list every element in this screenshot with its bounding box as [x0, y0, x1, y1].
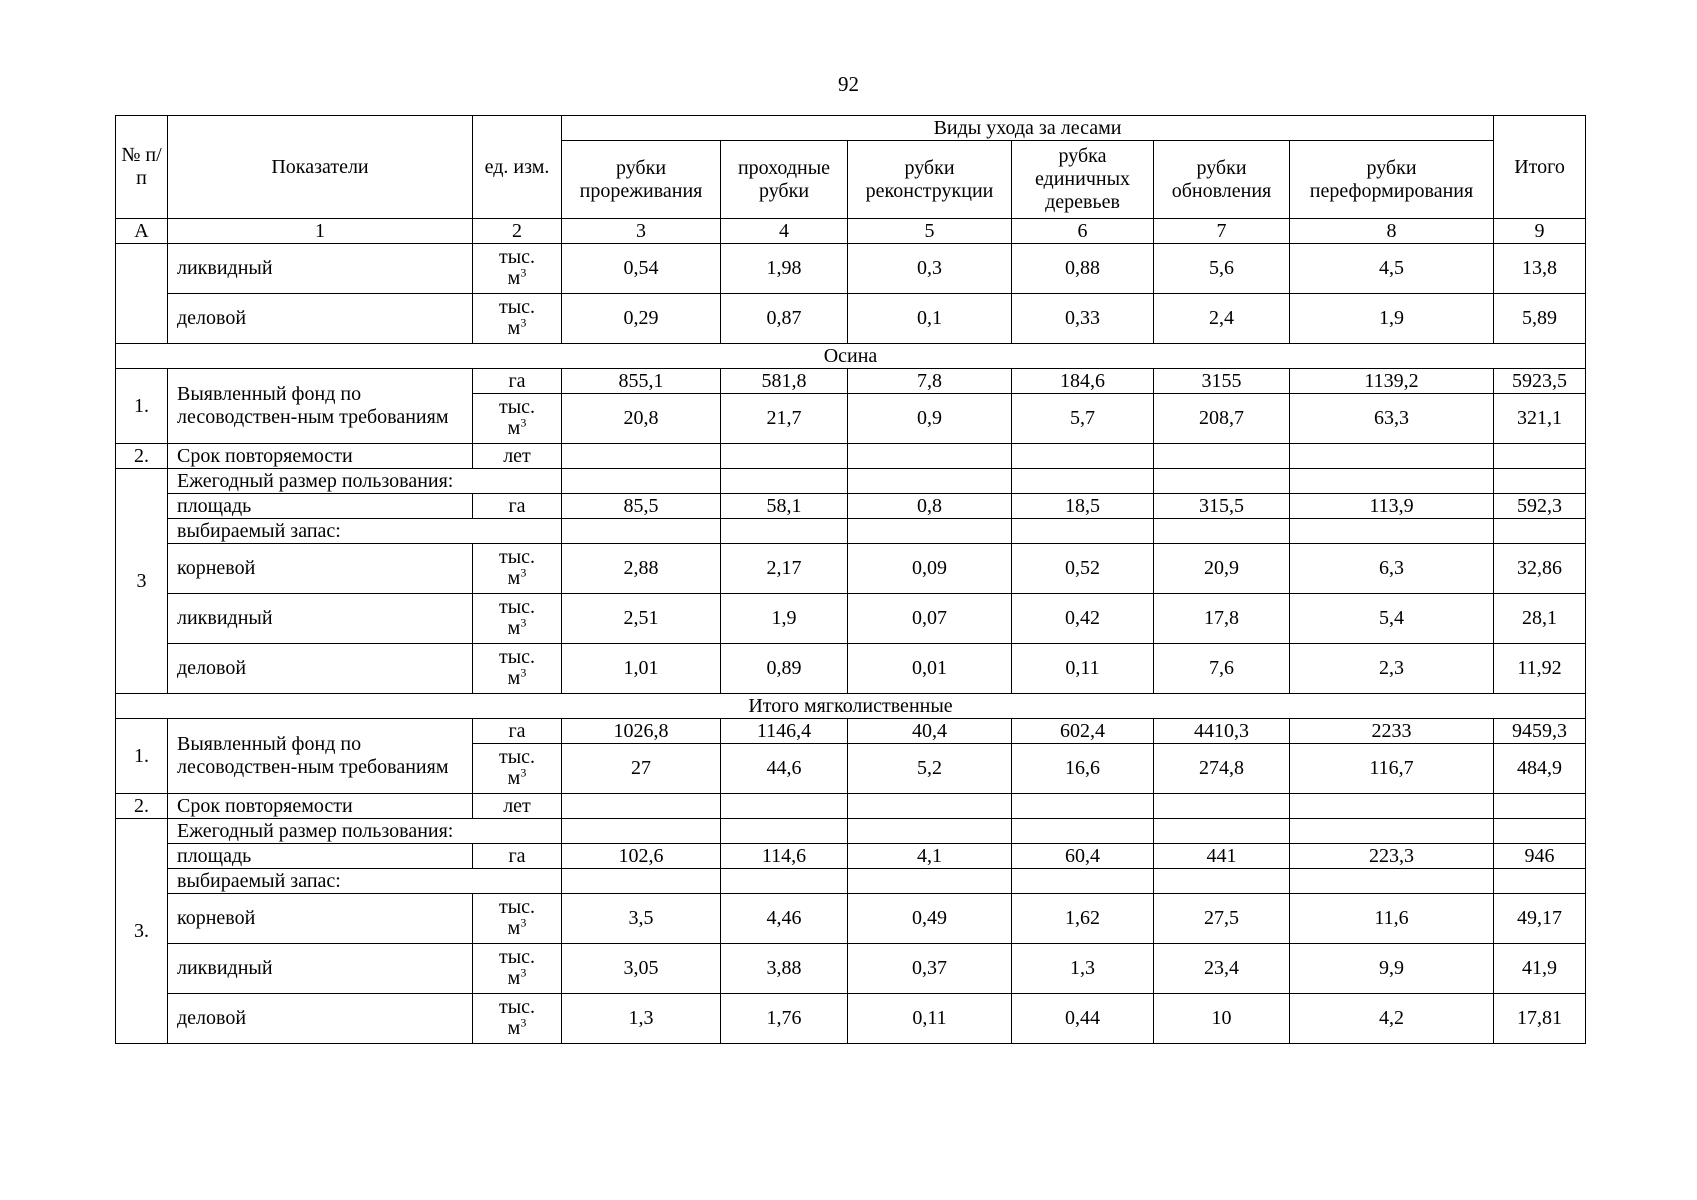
value-cell: 1146,4: [721, 719, 848, 744]
empty-cell: [1494, 469, 1586, 494]
indicator-cell: деловой: [168, 994, 473, 1044]
unit-thousand: тыс.: [498, 896, 536, 918]
table-row: [116, 544, 1586, 594]
empty-cell: [1154, 794, 1290, 819]
value-cell: 44,6: [721, 744, 848, 794]
value-cell: 315,5: [1154, 494, 1290, 519]
value-cell: 58,1: [721, 494, 848, 519]
value-cell: 1,3: [562, 994, 721, 1044]
empty-cell: [1494, 869, 1586, 894]
value-cell: 1,9: [721, 594, 848, 644]
value-cell: 1,9: [1290, 294, 1494, 344]
value-cell: 602,4: [1012, 719, 1154, 744]
value-cell: 0,37: [848, 944, 1012, 994]
value-cell: 0,54: [562, 244, 721, 294]
header-indicators: Показатели: [168, 116, 473, 219]
value-cell: 4410,3: [1154, 719, 1290, 744]
empty-cell: [721, 444, 848, 469]
value-cell: 3,05: [562, 944, 721, 994]
index-cell: 7: [1154, 219, 1290, 244]
indicator-cell: площадь: [168, 844, 473, 869]
empty-cell: [721, 519, 848, 544]
value-cell: 3,88: [721, 944, 848, 994]
empty-cell: [1494, 519, 1586, 544]
indicator-cell: Срок повторяемости: [168, 794, 473, 819]
value-cell: 592,3: [1494, 494, 1586, 519]
unit-cubic-m: м: [507, 417, 521, 439]
index-cell: 1: [168, 219, 473, 244]
value-cell: 2,3: [1290, 644, 1494, 694]
value-cell: 0,89: [721, 644, 848, 694]
section-title: Осина: [116, 344, 1586, 369]
table-row: [116, 444, 1586, 469]
table-row: [116, 944, 1586, 994]
unit-cell: га: [473, 369, 562, 394]
value-cell: 10: [1154, 994, 1290, 1044]
value-cell: 32,86: [1494, 544, 1586, 594]
table-row: [116, 719, 1586, 744]
forest-care-table: [115, 115, 1586, 1044]
table-row: [116, 794, 1586, 819]
unit-cubic-m: м: [507, 567, 521, 589]
empty-cell: [1012, 519, 1154, 544]
value-cell: 7,8: [848, 369, 1012, 394]
num-cell: 3.: [116, 819, 168, 1044]
value-cell: 0,88: [1012, 244, 1154, 294]
unit-thousand: тыс.: [498, 296, 536, 318]
value-cell: 114,6: [721, 844, 848, 869]
value-cell: 1139,2: [1290, 369, 1494, 394]
table-row: [116, 819, 1586, 844]
unit-cubic-sup: 3: [520, 415, 527, 430]
value-cell: 20,9: [1154, 544, 1290, 594]
empty-cell: [1012, 869, 1154, 894]
num-cell: 1.: [116, 719, 168, 794]
value-cell: 5,6: [1154, 244, 1290, 294]
table-row: [116, 594, 1586, 644]
index-cell: 9: [1494, 219, 1586, 244]
unit-cell: [473, 744, 562, 794]
header-type-single-trees: рубка единичных деревьев: [1012, 141, 1154, 219]
value-cell: 2,17: [721, 544, 848, 594]
value-cell: 441: [1154, 844, 1290, 869]
unit-cell: [473, 594, 562, 644]
unit-thousand: тыс.: [498, 946, 536, 968]
value-cell: 23,4: [1154, 944, 1290, 994]
value-cell: 40,4: [848, 719, 1012, 744]
empty-cell: [721, 794, 848, 819]
value-cell: 0,49: [848, 894, 1012, 944]
value-cell: 11,6: [1290, 894, 1494, 944]
unit-cubic-sup: 3: [520, 965, 527, 980]
indicator-cell: корневой: [168, 894, 473, 944]
value-cell: 5923,5: [1494, 369, 1586, 394]
value-cell: 0,09: [848, 544, 1012, 594]
value-cell: 27: [562, 744, 721, 794]
unit-cell: лет: [473, 444, 562, 469]
empty-cell: [1290, 819, 1494, 844]
table-row: [116, 494, 1586, 519]
value-cell: 223,3: [1290, 844, 1494, 869]
unit-cubic-m: м: [507, 1017, 521, 1039]
value-cell: 1,76: [721, 994, 848, 1044]
empty-cell: [1012, 469, 1154, 494]
indicator-cell: Выявленный фонд по лесоводствен-ным требованиям: [168, 719, 473, 794]
value-cell: 116,7: [1290, 744, 1494, 794]
value-cell: 5,89: [1494, 294, 1586, 344]
indicator-cell: ликвидный: [168, 244, 473, 294]
value-cell: 0,11: [848, 994, 1012, 1044]
unit-cubic-sup: 3: [520, 765, 527, 780]
value-cell: 0,9: [848, 394, 1012, 444]
empty-cell: [562, 869, 721, 894]
empty-cell: [848, 469, 1012, 494]
value-cell: 0,52: [1012, 544, 1154, 594]
index-cell: 8: [1290, 219, 1494, 244]
header-type-passing: проходные рубки: [721, 141, 848, 219]
value-cell: 13,8: [1494, 244, 1586, 294]
indicator-cell: деловой: [168, 644, 473, 694]
value-cell: 184,6: [1012, 369, 1154, 394]
value-cell: 274,8: [1154, 744, 1290, 794]
table-row: [116, 294, 1586, 344]
empty-cell: [1494, 819, 1586, 844]
indicator-cell: ликвидный: [168, 944, 473, 994]
index-row: [116, 219, 1586, 244]
unit-cubic-m: м: [507, 967, 521, 989]
indicator-cell: выбираемый запас:: [168, 869, 562, 894]
value-cell: 3,5: [562, 894, 721, 944]
unit-thousand: тыс.: [498, 546, 536, 568]
empty-cell: [848, 444, 1012, 469]
value-cell: 20,8: [562, 394, 721, 444]
value-cell: 0,44: [1012, 994, 1154, 1044]
num-cell: 2.: [116, 444, 168, 469]
index-cell: 5: [848, 219, 1012, 244]
unit-thousand: тыс.: [498, 246, 536, 268]
empty-cell: [1154, 444, 1290, 469]
header-type-thinning: рубки прореживания: [562, 141, 721, 219]
num-cell: 1.: [116, 369, 168, 444]
unit-cubic-sup: 3: [520, 915, 527, 930]
table-row: [116, 519, 1586, 544]
empty-cell: [1290, 469, 1494, 494]
empty-cell: [848, 794, 1012, 819]
value-cell: 855,1: [562, 369, 721, 394]
value-cell: 9,9: [1290, 944, 1494, 994]
unit-cell: [473, 644, 562, 694]
index-cell: 3: [562, 219, 721, 244]
unit-cubic-sup: 3: [520, 615, 527, 630]
table-row: [116, 894, 1586, 944]
empty-cell: [562, 444, 721, 469]
value-cell: 17,8: [1154, 594, 1290, 644]
value-cell: 0,29: [562, 294, 721, 344]
unit-cell: [473, 544, 562, 594]
index-cell: 2: [473, 219, 562, 244]
value-cell: 2,88: [562, 544, 721, 594]
unit-cell: га: [473, 844, 562, 869]
unit-cell: [473, 894, 562, 944]
header-total: Итого: [1494, 116, 1586, 219]
header-type-reconstruction: рубки реконструкции: [848, 141, 1012, 219]
empty-cell: [1154, 869, 1290, 894]
empty-cell: [848, 819, 1012, 844]
value-cell: 5,4: [1290, 594, 1494, 644]
unit-cell: га: [473, 719, 562, 744]
value-cell: 0,1: [848, 294, 1012, 344]
index-cell: 6: [1012, 219, 1154, 244]
value-cell: 11,92: [1494, 644, 1586, 694]
index-cell: А: [116, 219, 168, 244]
indicator-cell: площадь: [168, 494, 473, 519]
unit-cell: [473, 994, 562, 1044]
empty-cell: [721, 869, 848, 894]
value-cell: 1026,8: [562, 719, 721, 744]
empty-cell: [562, 519, 721, 544]
value-cell: 1,98: [721, 244, 848, 294]
value-cell: 5,2: [848, 744, 1012, 794]
value-cell: 0,87: [721, 294, 848, 344]
empty-cell: [1290, 444, 1494, 469]
value-cell: 208,7: [1154, 394, 1290, 444]
unit-thousand: тыс.: [498, 396, 536, 418]
section-title-row: [116, 694, 1586, 719]
value-cell: 21,7: [721, 394, 848, 444]
value-cell: 4,2: [1290, 994, 1494, 1044]
table-row: [116, 244, 1586, 294]
value-cell: 2,4: [1154, 294, 1290, 344]
unit-cell: [473, 944, 562, 994]
header-care-types-group: Виды ухода за лесами: [562, 116, 1494, 141]
value-cell: 85,5: [562, 494, 721, 519]
unit-cell: га: [473, 494, 562, 519]
table-row: [116, 994, 1586, 1044]
value-cell: 2233: [1290, 719, 1494, 744]
empty-cell: [1012, 819, 1154, 844]
value-cell: 0,11: [1012, 644, 1154, 694]
unit-cell: лет: [473, 794, 562, 819]
num-cell: 3: [116, 469, 168, 694]
table-row: [116, 869, 1586, 894]
unit-cubic-m: м: [507, 267, 521, 289]
unit-thousand: тыс.: [498, 746, 536, 768]
empty-cell: [1290, 869, 1494, 894]
value-cell: 2,51: [562, 594, 721, 644]
unit-thousand: тыс.: [498, 996, 536, 1018]
value-cell: 28,1: [1494, 594, 1586, 644]
num-cell: [116, 244, 168, 344]
index-cell: 4: [721, 219, 848, 244]
value-cell: 1,01: [562, 644, 721, 694]
unit-cubic-sup: 3: [520, 315, 527, 330]
value-cell: 1,62: [1012, 894, 1154, 944]
value-cell: 60,4: [1012, 844, 1154, 869]
indicator-cell: ликвидный: [168, 594, 473, 644]
unit-cubic-m: м: [507, 917, 521, 939]
indicator-cell: Ежегодный размер пользования:: [168, 819, 562, 844]
empty-cell: [1154, 519, 1290, 544]
unit-cubic-m: м: [507, 667, 521, 689]
empty-cell: [1290, 794, 1494, 819]
value-cell: 6,3: [1290, 544, 1494, 594]
page-number: 92: [838, 72, 859, 96]
indicator-cell: корневой: [168, 544, 473, 594]
value-cell: 5,7: [1012, 394, 1154, 444]
indicator-cell: деловой: [168, 294, 473, 344]
value-cell: 7,6: [1154, 644, 1290, 694]
unit-thousand: тыс.: [498, 596, 536, 618]
indicator-cell: выбираемый запас:: [168, 519, 562, 544]
header-type-renewal: рубки обновления: [1154, 141, 1290, 219]
unit-cubic-sup: 3: [520, 265, 527, 280]
num-cell: 2.: [116, 794, 168, 819]
table-row: [116, 369, 1586, 394]
empty-cell: [1012, 794, 1154, 819]
empty-cell: [1290, 519, 1494, 544]
header-num: № п/п: [116, 116, 168, 219]
empty-cell: [1494, 444, 1586, 469]
table-row: [116, 469, 1586, 494]
value-cell: 0,01: [848, 644, 1012, 694]
value-cell: 102,6: [562, 844, 721, 869]
value-cell: 321,1: [1494, 394, 1586, 444]
header-type-reformation: рубки переформирования: [1290, 141, 1494, 219]
empty-cell: [848, 869, 1012, 894]
empty-cell: [721, 469, 848, 494]
empty-cell: [1154, 819, 1290, 844]
unit-cell: [473, 394, 562, 444]
value-cell: 946: [1494, 844, 1586, 869]
value-cell: 113,9: [1290, 494, 1494, 519]
indicator-cell: Выявленный фонд по лесоводствен-ным требованиям: [168, 369, 473, 444]
value-cell: 0,33: [1012, 294, 1154, 344]
unit-cubic-m: м: [507, 767, 521, 789]
value-cell: 0,8: [848, 494, 1012, 519]
empty-cell: [562, 819, 721, 844]
section-title: Итого мягколиственные: [116, 694, 1586, 719]
value-cell: 0,07: [848, 594, 1012, 644]
value-cell: 9459,3: [1494, 719, 1586, 744]
value-cell: 1,3: [1012, 944, 1154, 994]
value-cell: 4,1: [848, 844, 1012, 869]
empty-cell: [562, 794, 721, 819]
empty-cell: [562, 469, 721, 494]
value-cell: 4,46: [721, 894, 848, 944]
value-cell: 27,5: [1154, 894, 1290, 944]
indicator-cell: Ежегодный размер пользования:: [168, 469, 562, 494]
value-cell: 17,81: [1494, 994, 1586, 1044]
value-cell: 484,9: [1494, 744, 1586, 794]
value-cell: 581,8: [721, 369, 848, 394]
empty-cell: [1154, 469, 1290, 494]
value-cell: 49,17: [1494, 894, 1586, 944]
unit-cubic-sup: 3: [520, 665, 527, 680]
unit-cell: [473, 244, 562, 294]
empty-cell: [848, 519, 1012, 544]
value-cell: 0,42: [1012, 594, 1154, 644]
unit-cubic-m: м: [507, 317, 521, 339]
unit-cubic-sup: 3: [520, 565, 527, 580]
value-cell: 16,6: [1012, 744, 1154, 794]
value-cell: 63,3: [1290, 394, 1494, 444]
empty-cell: [1494, 794, 1586, 819]
unit-thousand: тыс.: [498, 646, 536, 668]
value-cell: 41,9: [1494, 944, 1586, 994]
value-cell: 3155: [1154, 369, 1290, 394]
table-row: [116, 844, 1586, 869]
unit-cubic-m: м: [507, 617, 521, 639]
unit-cubic-sup: 3: [520, 1015, 527, 1030]
header-unit: ед. изм.: [473, 116, 562, 219]
value-cell: 0,3: [848, 244, 1012, 294]
empty-cell: [721, 819, 848, 844]
unit-cell: [473, 294, 562, 344]
section-title-row: [116, 344, 1586, 369]
empty-cell: [1012, 444, 1154, 469]
table-row: [116, 644, 1586, 694]
value-cell: 4,5: [1290, 244, 1494, 294]
indicator-cell: Срок повторяемости: [168, 444, 473, 469]
value-cell: 18,5: [1012, 494, 1154, 519]
